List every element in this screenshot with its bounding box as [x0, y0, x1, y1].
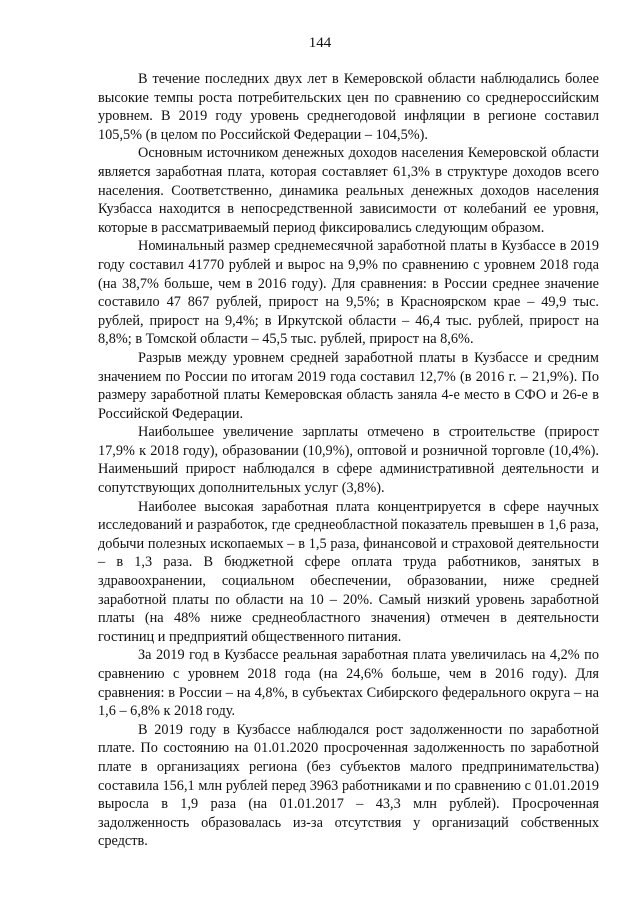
paragraph-inflation: В течение последних двух лет в Кемеровской области наблюдались более высокие темпы роста потребительских цен по сравнению со среднероссийским уровнем. В 2019 году уровень среднегодовой инфляции в регионе составил 105,5% (в целом по Российской Федерации – 104,5%).: [98, 71, 599, 143]
paragraph-income-sources: Основным источником денежных доходов населения Кемеровской области является заработная плата, которая составляет 61,3% в структуре доходов всего населения. Соответственно, динамика реальных денежных доходов населения Кузбасса находится в непосредственной зависимости от колебаний ее уровня, которые в рассматриваемый период фиксировались следующим образом.: [98, 145, 599, 236]
paragraph-highest-wages: Наиболее высокая заработная плата концентрируется в сфере научных исследований и разработок, где среднеобластной показатель превышен в 1,6 раза, добычи полезных ископаемых – в 1,5 раза, финансовой и страховой деятельности – в 1,3 раза. В бюджетной сфере оплата труда работников, занятых в здравоохранении, социальном обеспечении, образовании, ниже средней заработной платы по области на 10 – 20%. Самый низкий уровень заработной платы (на 48% ниже среднеобластного значения) отмечен в деятельности гостиниц и предприятий общественного питания.: [98, 498, 599, 645]
page-number: 144: [308, 35, 332, 51]
paragraph-wage-growth-by-sector: Наибольшее увеличение зарплаты отмечено в строительстве (прирост 17,9% к 2018 году), образовании (10,9%), оптовой и розничной торговле (10,4%). Наименьший прирост наблюдался в сфере административной деятельности и сопутствующих дополнительных услуг (3,8%).: [98, 424, 599, 497]
paragraph-wage-arrears: В 2019 году в Кузбассе наблюдался рост задолженности по заработной плате. По состоянию на 01.01.2020 просроченная задолженность по заработной плате в организациях региона (без субъектов малого предпринимательства) составила 156,1 млн рублей перед 3963 работниками и по сравнению с 01.01.2019 выросла в 1,9 раза (на 01.01.2017 – 43,3 млн рублей). Просроченная задолженность образовалась из-за отсутствия у организаций собственных средств.: [98, 721, 599, 850]
paragraph-real-wage: За 2019 год в Кузбассе реальная заработная плата увеличилась на 4,2% по сравнению с уровнем 2018 года (на 24,6% больше, чем в 2016 году). Для сравнения: в России – на 4,8%, в субъектах Сибирского федерального округа – на 1,6 – 6,8% к 2018 году.: [98, 647, 599, 720]
body-text: [98, 70, 599, 851]
paragraph-wage-gap: Разрыв между уровнем средней заработной платы в Кузбассе и средним значением по России по итогам 2019 года составил 12,7% (в 2016 г. – 21,9%). По размеру заработной платы Кемеровская область заняла 4-е место в СФО и 26-е в Российской Федерации.: [98, 349, 599, 422]
paragraph-nominal-wage: Номинальный размер среднемесячной заработной платы в Кузбассе в 2019 году составил 41770 рублей и вырос на 9,9% по сравнению с уровнем 2018 года (на 38,7% больше, чем в 2016 году). Для сравнения: в России среднее значение составило 47 867 рублей, прирост на 9,5%; в Красноярском крае – 49,9 тыс. рублей, прирост на 9,4%; в Иркутской области – 46,4 тыс. рублей, прирост на 8,8%; в Томской области – 45,5 тыс. рублей, прирост на 8,6%.: [98, 238, 599, 348]
